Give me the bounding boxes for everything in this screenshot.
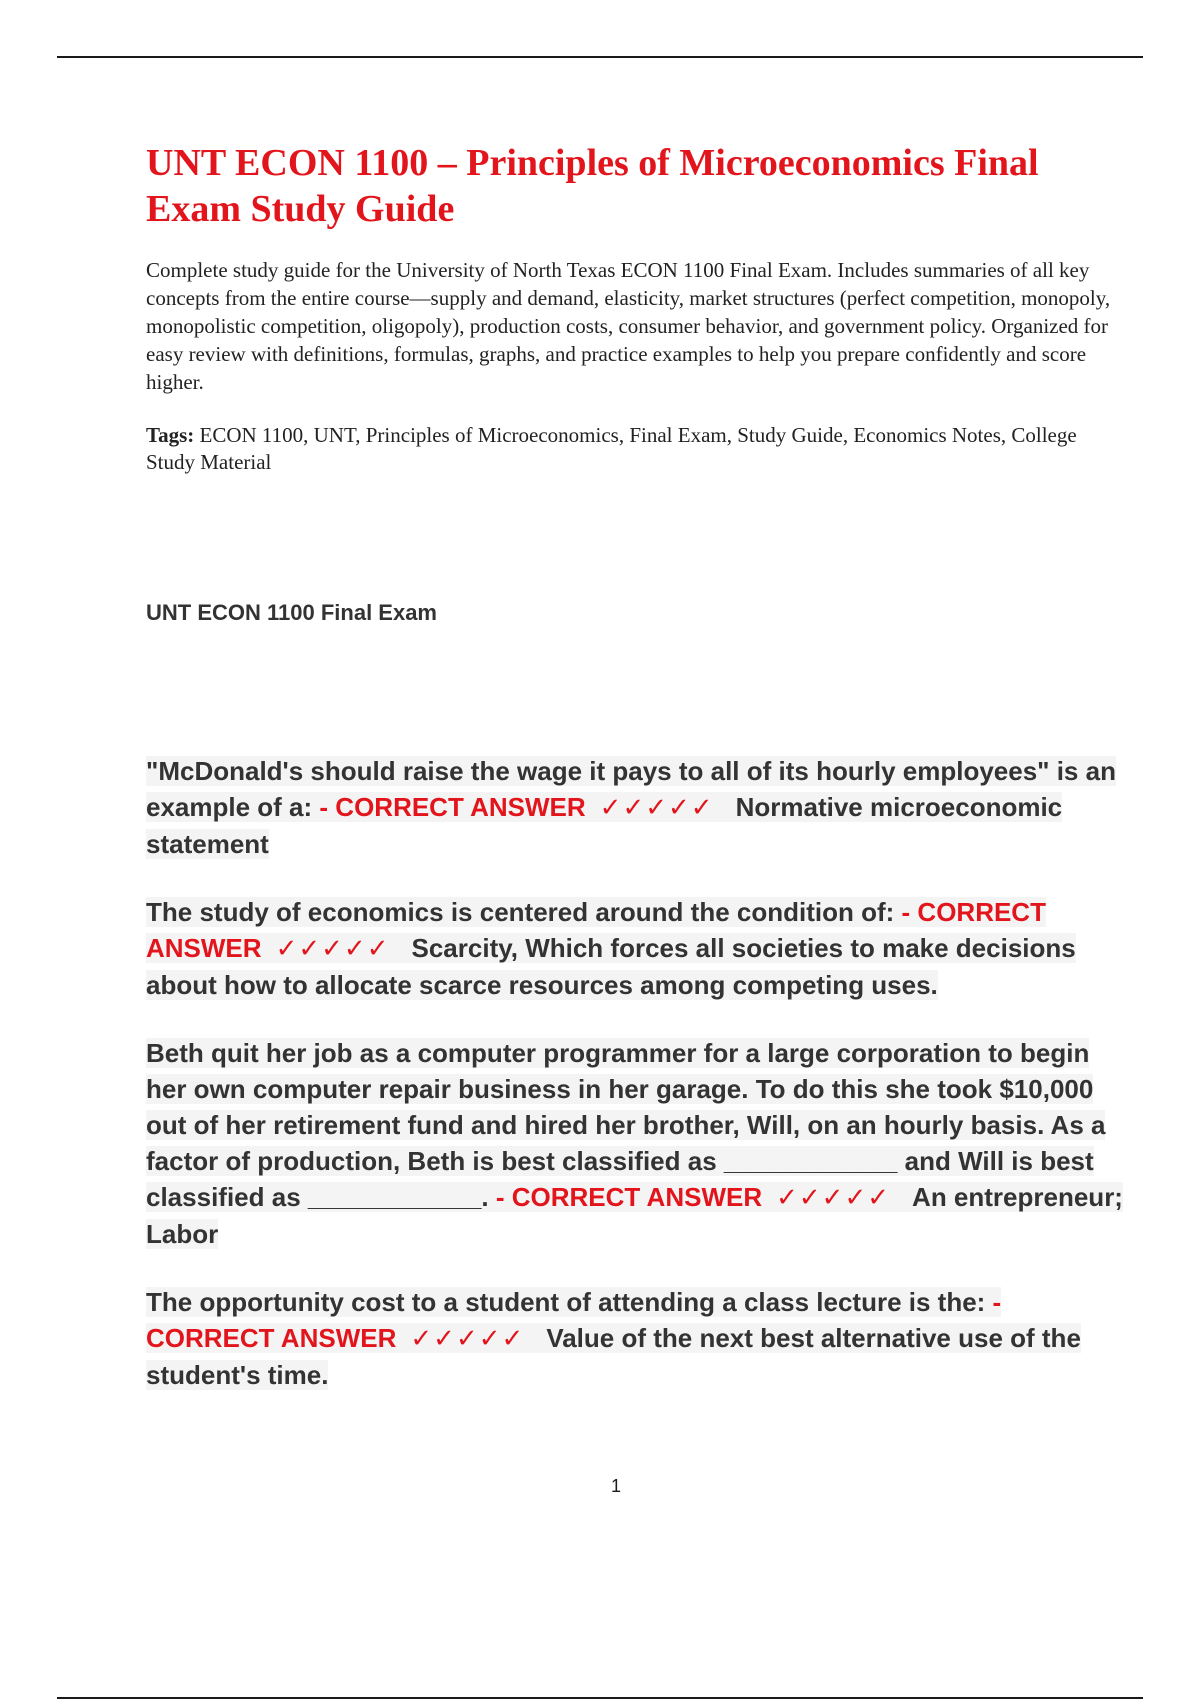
correct-answer-marker: - CORRECT ANSWER	[146, 1287, 1002, 1353]
qa-item	[146, 1035, 1130, 1252]
qa-list	[146, 753, 1130, 1425]
tags-value: ECON 1100, UNT, Principles of Microeconomics, Final Exam, Study Guide, Economics Notes, College Study Material	[146, 423, 1077, 474]
document-tags	[146, 422, 1130, 476]
answer-text: An entrepreneur; Labor	[146, 1182, 1123, 1249]
page-content	[146, 140, 1130, 1390]
checkmarks-icon: ✓✓✓✓✓	[776, 1183, 891, 1213]
question-text: "McDonald's should raise the wage it pays to all of its hourly employees" is an example of a:	[146, 756, 1116, 822]
qa-item	[146, 894, 1130, 1003]
document-title: UNT ECON 1100 – Principles of Microeconomics Final Exam Study Guide	[146, 142, 1039, 230]
answer-text: Normative microeconomic statement	[146, 792, 1063, 859]
checkmarks-icon: ✓✓✓✓✓	[410, 1324, 525, 1354]
question-text: The opportunity cost to a student of attending a class lecture is the:	[146, 1287, 986, 1317]
page-number: 1	[610, 1476, 621, 1496]
correct-answer-marker: - CORRECT ANSWER	[495, 1182, 763, 1212]
top-rule	[57, 56, 1143, 58]
qa-item	[146, 753, 1130, 862]
checkmarks-icon: ✓✓✓✓✓	[599, 793, 714, 823]
bottom-rule	[57, 1697, 1143, 1699]
question-text: Beth quit her job as a computer programmer for a large corporation to begin her own computer repair business in her garage. To do this she took $10,000 out of her retirement fund and hired her brother, Will, on an hourly basis. As a factor of production, Beth is best classified as ____________ and Will is best classified as ____________.	[146, 1038, 1106, 1212]
exam-heading: UNT ECON 1100 Final Exam	[146, 600, 437, 625]
answer-text: Value of the next best alternative use of the student's time.	[146, 1323, 1081, 1390]
question-text: The study of economics is centered around the condition of:	[146, 897, 895, 927]
checkmarks-icon: ✓✓✓✓✓	[275, 934, 390, 964]
answer-text: Scarcity, Which forces all societies to make decisions about how to allocate scarce resources among competing uses.	[146, 933, 1076, 1000]
tags-label: Tags:	[146, 423, 195, 447]
qa-item	[146, 1284, 1130, 1393]
correct-answer-marker: - CORRECT ANSWER	[146, 897, 1046, 963]
document-description: Complete study guide for the University of North Texas ECON 1100 Final Exam. Includes summaries of all key concepts from the entire course—supply and demand, elasticity, market structures (perfect competition, monopoly, monopolistic competition, oligopoly), production costs, consumer behavior, and government policy. Organized for easy review with definitions, formulas, graphs, and practice examples to help you prepare confidently and score higher.	[146, 258, 1111, 394]
correct-answer-marker: - CORRECT ANSWER	[319, 792, 586, 822]
